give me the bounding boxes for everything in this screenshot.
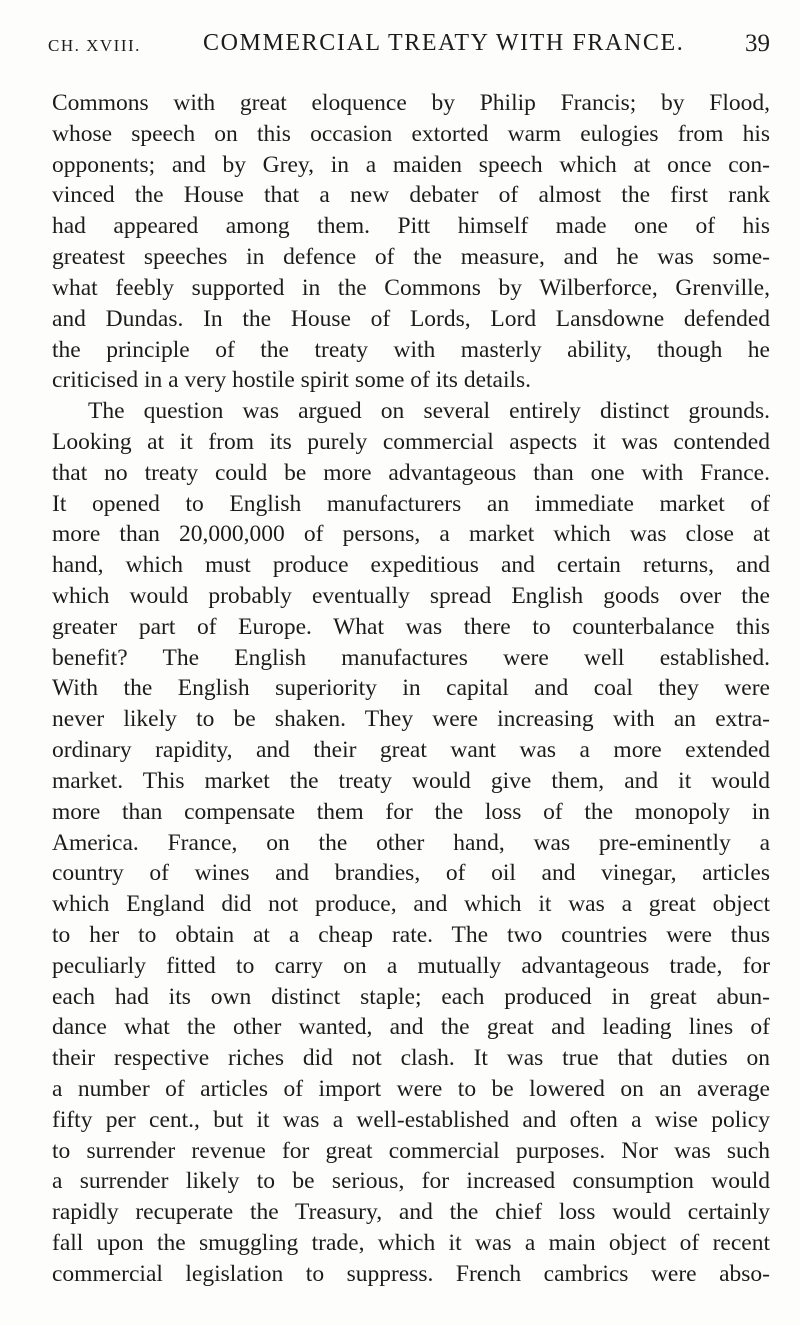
text-line: America. France, on the other hand, was pre-eminently a [52,829,770,856]
text-line: criticised in a very hostile spirit some of its details. [52,367,532,394]
text-line: to her to obtain at a cheap rate. The two countries were thus [52,921,770,948]
text-line: The question was argued on several entirely distinct grounds. [88,398,770,425]
text-line: country of wines and brandies, of oil and vinegar, articles [52,860,770,887]
text-line: a surrender likely to be serious, for increased consumption would [52,1168,770,1195]
text-line: With the English superiority in capital and coal they were [52,675,770,702]
text-line: dance what the other wanted, and the great and leading lines of [52,1014,770,1041]
text-line: greatest speeches in defence of the measure, and he was some- [52,244,770,271]
text-line: never likely to be shaken. They were increasing with an extra- [52,706,770,733]
text-line: which England did not produce, and which it was a great object [52,891,770,918]
text-line: whose speech on this occasion extorted warm eulogies from his [52,120,770,147]
text-line: which would probably eventually spread English goods over the [52,583,770,609]
text-line: had appeared among them. Pitt himself made one of his [52,213,770,240]
text-line: a number of articles of import were to be lowered on an average [52,1076,770,1102]
running-head [48,28,770,68]
chapter-label: CH. XVIII. [48,36,141,55]
text-line: what feebly supported in the Commons by Wilberforce, Grenville, [52,274,770,301]
text-line: It opened to English manufacturers an immediate market of [52,490,770,517]
text-line: that no treaty could be more advantageous than one with France. [52,459,770,486]
text-line: Looking at it from its purely commercial aspects it was contended [52,428,770,455]
text-line: more than 20,000,000 of persons, a market which was close at [52,521,770,548]
text-line: their respective riches did not clash. It was true that duties on [52,1045,770,1072]
page-number: 39 [745,30,770,57]
text-line: greater part of Europe. What was there to counterbalance this [52,613,770,640]
text-line: fall upon the smuggling trade, which it was a main object of recent [52,1230,770,1257]
text-line: fifty per cent., but it was a well-established and often a wise policy [52,1106,770,1133]
text-line: commercial legislation to suppress. French cambrics were abso- [52,1260,770,1287]
text-line: more than compensate them for the loss of the monopoly in [52,798,770,825]
text-line: Commons with great eloquence by Philip Francis; by Flood, [52,90,770,116]
text-line: benefit? The English manufactures were well established. [52,644,770,671]
running-title: COMMERCIAL TREATY WITH FRANCE. [203,30,685,56]
text-line: opponents; and by Grey, in a maiden speech which at once con- [52,151,770,178]
text-line: peculiarly fitted to carry on a mutually advantageous trade, for [52,952,770,979]
text-line: hand, which must produce expeditious and certain returns, and [52,552,770,579]
text-line: each had its own distinct staple; each produced in great abun- [52,983,770,1010]
text-line: ordinary rapidity, and their great want was a more extended [52,737,770,764]
text-line: to surrender revenue for great commercial purposes. Nor was such [52,1137,770,1164]
text-line: the principle of the treaty with masterly ability, though he [52,336,770,363]
text-line: and Dundas. In the House of Lords, Lord Lansdowne defended [52,305,770,332]
text-line: market. This market the treaty would give them, and it would [52,767,770,794]
text-line: vinced the House that a new debater of almost the first rank [52,182,770,209]
body-text [52,88,770,1290]
text-line: rapidly recuperate the Treasury, and the chief loss would certainly [52,1199,770,1226]
